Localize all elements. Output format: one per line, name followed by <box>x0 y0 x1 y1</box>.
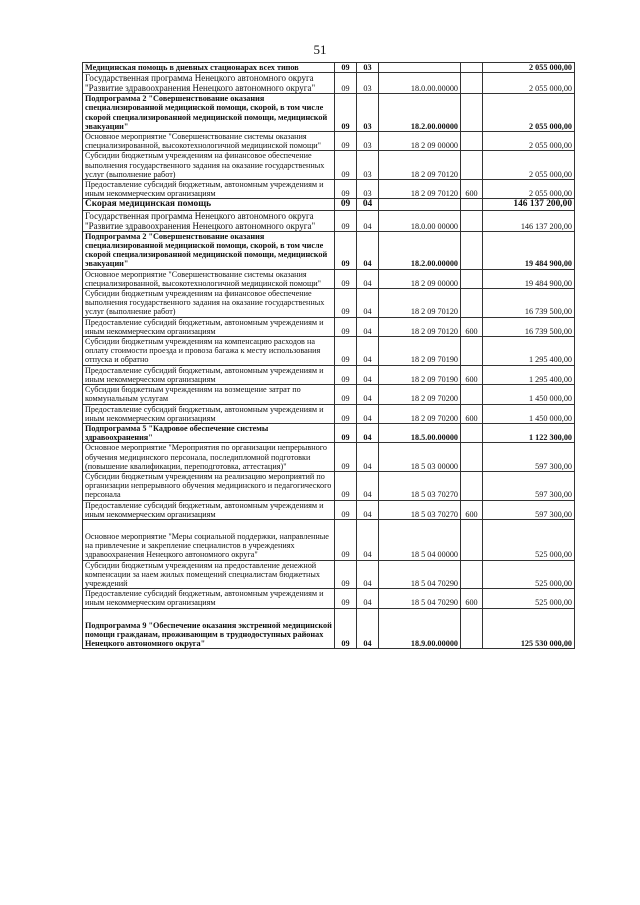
row-section-code-cell: 09 <box>335 385 357 404</box>
row-section-code-cell: 09 <box>335 231 357 269</box>
row-target-item-cell: 18 5 04 70290 <box>379 560 461 589</box>
row-name-cell: Предоставление субсидий бюджетным, автономным учреждениям и иным некоммерческим организациям <box>83 180 335 199</box>
row-amount-cell: 19 484 900,00 <box>483 269 575 288</box>
row-target-item-cell: 18 5 04 70290 <box>379 589 461 608</box>
row-amount-cell: 525 000,00 <box>483 589 575 608</box>
row-expense-type-cell: 600 <box>461 365 483 384</box>
row-section-code-cell: 09 <box>335 365 357 384</box>
table-row <box>83 423 575 442</box>
row-target-item-cell: 18 2 09 70120 <box>379 289 461 318</box>
row-name-cell: Подпрограмма 9 "Обеспечение оказания экстренной медицинской помощи гражданам, проживающим в труднодоступных районах Ненецкого автономного округа" <box>83 608 335 649</box>
row-name-cell: Подпрограмма 2 "Совершенствование оказания специализированной медицинской помощи, скорой, в том числе скорой специализированной медицинской помощи, медицинской эвакуации" <box>83 231 335 269</box>
row-expense-type-cell <box>461 471 483 500</box>
row-name-cell: Подпрограмма 2 "Совершенствование оказания специализированной медицинской помощи, скорой, в том числе скорой специализированной медицинской помощи, медицинской эвакуации" <box>83 94 335 132</box>
row-expense-type-cell: 600 <box>461 500 483 519</box>
row-section-code-cell: 09 <box>335 210 357 231</box>
row-amount-cell: 2 055 000,00 <box>483 94 575 132</box>
row-name-cell: Государственная программа Ненецкого автономного округа "Развитие здравоохранения Ненецкого автономного округа" <box>83 210 335 231</box>
row-target-item-cell: 18.0.00 00000 <box>379 210 461 231</box>
row-amount-cell: 1 295 400,00 <box>483 365 575 384</box>
table-row <box>83 63 575 73</box>
row-subsection-code-cell: 04 <box>357 443 379 472</box>
row-expense-type-cell <box>461 231 483 269</box>
row-target-item-cell: 18 2 09 00000 <box>379 132 461 151</box>
row-name-cell: Основное мероприятие "Мероприятия по организации непрерывного обучения медицинского персонала, последипломной подготовки (повышение квалификации, переподготовка, аттестация)" <box>83 443 335 472</box>
table-row <box>83 337 575 366</box>
row-amount-cell: 597 300,00 <box>483 500 575 519</box>
row-expense-type-cell <box>461 63 483 73</box>
row-target-item-cell: 18 2 09 70120 <box>379 317 461 336</box>
row-name-cell: Подпрограмма 5 "Кадровое обеспечение системы здравоохранения" <box>83 423 335 442</box>
row-target-item-cell: 18 2 09 70200 <box>379 385 461 404</box>
table-row <box>83 151 575 180</box>
row-section-code-cell: 09 <box>335 73 357 94</box>
table-row <box>83 385 575 404</box>
row-section-code-cell: 09 <box>335 443 357 472</box>
row-amount-cell: 525 000,00 <box>483 519 575 560</box>
row-section-code-cell: 09 <box>335 519 357 560</box>
table-row <box>83 608 575 649</box>
row-target-item-cell: 18 2 09 70200 <box>379 404 461 423</box>
row-subsection-code-cell: 04 <box>357 337 379 366</box>
row-section-code-cell: 09 <box>335 199 357 210</box>
row-subsection-code-cell: 04 <box>357 471 379 500</box>
row-target-item-cell: 18 5 03 70270 <box>379 471 461 500</box>
row-subsection-code-cell: 03 <box>357 63 379 73</box>
row-name-cell: Предоставление субсидий бюджетным, автономным учреждениям и иным некоммерческим организациям <box>83 500 335 519</box>
row-section-code-cell: 09 <box>335 94 357 132</box>
row-subsection-code-cell: 03 <box>357 180 379 199</box>
row-expense-type-cell <box>461 337 483 366</box>
row-name-cell: Государственная программа Ненецкого автономного округа "Развитие здравоохранения Ненецкого автономного округа" <box>83 73 335 94</box>
row-expense-type-cell <box>461 151 483 180</box>
row-expense-type-cell <box>461 199 483 210</box>
row-expense-type-cell: 600 <box>461 317 483 336</box>
row-expense-type-cell <box>461 385 483 404</box>
row-target-item-cell: 18.5.00.00000 <box>379 423 461 442</box>
row-subsection-code-cell: 03 <box>357 151 379 180</box>
row-target-item-cell: 18.2.00.00000 <box>379 94 461 132</box>
table-row <box>83 231 575 269</box>
row-amount-cell: 1 295 400,00 <box>483 337 575 366</box>
row-section-code-cell: 09 <box>335 404 357 423</box>
row-subsection-code-cell: 04 <box>357 231 379 269</box>
row-target-item-cell: 18 2 09 00000 <box>379 269 461 288</box>
row-name-cell: Предоставление субсидий бюджетным, автономным учреждениям и иным некоммерческим организациям <box>83 317 335 336</box>
table-row <box>83 210 575 231</box>
row-target-item-cell: 18 5 03 00000 <box>379 443 461 472</box>
row-amount-cell: 2 055 000,00 <box>483 180 575 199</box>
table-row <box>83 365 575 384</box>
row-section-code-cell: 09 <box>335 589 357 608</box>
budget-table <box>82 62 575 649</box>
row-amount-cell: 146 137 200,00 <box>483 210 575 231</box>
row-name-cell: Субсидии бюджетным учреждениям на финансовое обеспечение выполнения государственного задания на оказание государственных услуг (выполнение работ) <box>83 151 335 180</box>
row-subsection-code-cell: 04 <box>357 289 379 318</box>
row-amount-cell: 2 055 000,00 <box>483 73 575 94</box>
row-target-item-cell: 18.2.00.00000 <box>379 231 461 269</box>
row-subsection-code-cell: 04 <box>357 404 379 423</box>
row-amount-cell: 1 122 300,00 <box>483 423 575 442</box>
row-expense-type-cell <box>461 132 483 151</box>
row-section-code-cell: 09 <box>335 608 357 649</box>
row-target-item-cell: 18 2 09 70120 <box>379 180 461 199</box>
row-amount-cell: 125 530 000,00 <box>483 608 575 649</box>
row-subsection-code-cell: 04 <box>357 385 379 404</box>
table-row <box>83 519 575 560</box>
row-amount-cell: 16 739 500,00 <box>483 289 575 318</box>
page-number: 51 <box>313 42 327 57</box>
row-name-cell: Основное мероприятие "Совершенствование системы оказания специализированной, высокотехнологичной медицинской помощи" <box>83 269 335 288</box>
row-section-code-cell: 09 <box>335 180 357 199</box>
row-name-cell: Субсидии бюджетным учреждениям на финансовое обеспечение выполнения государственного задания на оказание государственных услуг (выполнение работ) <box>83 289 335 318</box>
row-section-code-cell: 09 <box>335 63 357 73</box>
row-section-code-cell: 09 <box>335 151 357 180</box>
table-row <box>83 180 575 199</box>
row-name-cell: Скорая медицинская помощь <box>83 199 335 210</box>
row-expense-type-cell: 600 <box>461 180 483 199</box>
row-name-cell: Субсидии бюджетным учреждениям на возмещение затрат по коммунальным услугам <box>83 385 335 404</box>
row-name-cell: Субсидии бюджетным учреждениям на реализацию мероприятий по организации непрерывного обучения медицинского и педагогического персонала <box>83 471 335 500</box>
row-target-item-cell: 18 5 03 70270 <box>379 500 461 519</box>
row-amount-cell: 2 055 000,00 <box>483 63 575 73</box>
row-subsection-code-cell: 04 <box>357 500 379 519</box>
row-expense-type-cell <box>461 519 483 560</box>
row-name-cell: Основное мероприятие "Меры социальной поддержки, направленные на привлечение и закрепление специалистов в учреждениях здравоохранения Ненецкого автономного округа" <box>83 519 335 560</box>
row-subsection-code-cell: 04 <box>357 519 379 560</box>
table-row <box>83 132 575 151</box>
row-amount-cell: 16 739 500,00 <box>483 317 575 336</box>
row-section-code-cell: 09 <box>335 500 357 519</box>
row-target-item-cell: 18 2 09 70190 <box>379 365 461 384</box>
row-amount-cell: 1 450 000,00 <box>483 385 575 404</box>
row-expense-type-cell <box>461 73 483 94</box>
table-row <box>83 289 575 318</box>
row-section-code-cell: 09 <box>335 471 357 500</box>
table-row <box>83 317 575 336</box>
row-subsection-code-cell: 04 <box>357 365 379 384</box>
row-expense-type-cell <box>461 443 483 472</box>
row-target-item-cell: 18 2 09 70190 <box>379 337 461 366</box>
row-expense-type-cell <box>461 269 483 288</box>
row-subsection-code-cell: 04 <box>357 560 379 589</box>
row-name-cell: Медицинская помощь в дневных стационарах всех типов <box>83 63 335 73</box>
row-target-item-cell: 18.9.00.00000 <box>379 608 461 649</box>
row-subsection-code-cell: 03 <box>357 132 379 151</box>
table-row <box>83 94 575 132</box>
table-row <box>83 404 575 423</box>
row-target-item-cell <box>379 63 461 73</box>
table-row <box>83 443 575 472</box>
row-name-cell: Предоставление субсидий бюджетным, автономным учреждениям и иным некоммерческим организациям <box>83 404 335 423</box>
row-section-code-cell: 09 <box>335 560 357 589</box>
row-expense-type-cell <box>461 94 483 132</box>
table-row <box>83 73 575 94</box>
row-subsection-code-cell: 03 <box>357 73 379 94</box>
row-section-code-cell: 09 <box>335 289 357 318</box>
row-expense-type-cell <box>461 210 483 231</box>
row-amount-cell: 525 000,00 <box>483 560 575 589</box>
row-target-item-cell: 18.0.00.00000 <box>379 73 461 94</box>
row-expense-type-cell <box>461 423 483 442</box>
row-subsection-code-cell: 04 <box>357 589 379 608</box>
table-row <box>83 199 575 210</box>
budget-table-body <box>83 63 575 649</box>
row-section-code-cell: 09 <box>335 317 357 336</box>
row-amount-cell: 597 300,00 <box>483 443 575 472</box>
row-section-code-cell: 09 <box>335 269 357 288</box>
row-name-cell: Субсидии бюджетным учреждениям на компенсацию расходов на оплату стоимости проезда и провоза багажа к месту использования отпуска и обратно <box>83 337 335 366</box>
row-subsection-code-cell: 04 <box>357 269 379 288</box>
table-row <box>83 500 575 519</box>
row-subsection-code-cell: 04 <box>357 199 379 210</box>
row-section-code-cell: 09 <box>335 423 357 442</box>
row-target-item-cell: 18 5 04 00000 <box>379 519 461 560</box>
row-subsection-code-cell: 04 <box>357 608 379 649</box>
row-name-cell: Основное мероприятие "Совершенствование системы оказания специализированной, высокотехнологичной медицинской помощи" <box>83 132 335 151</box>
table-row <box>83 471 575 500</box>
row-target-item-cell <box>379 199 461 210</box>
row-name-cell: Предоставление субсидий бюджетным, автономным учреждениям и иным некоммерческим организациям <box>83 365 335 384</box>
table-row <box>83 589 575 608</box>
row-section-code-cell: 09 <box>335 337 357 366</box>
table-row <box>83 560 575 589</box>
row-expense-type-cell: 600 <box>461 589 483 608</box>
row-subsection-code-cell: 04 <box>357 317 379 336</box>
row-subsection-code-cell: 03 <box>357 94 379 132</box>
row-section-code-cell: 09 <box>335 132 357 151</box>
row-expense-type-cell: 600 <box>461 404 483 423</box>
row-subsection-code-cell: 04 <box>357 423 379 442</box>
row-amount-cell: 19 484 900,00 <box>483 231 575 269</box>
row-expense-type-cell <box>461 560 483 589</box>
table-row <box>83 269 575 288</box>
row-name-cell: Предоставление субсидий бюджетным, автономным учреждениям и иным некоммерческим организациям <box>83 589 335 608</box>
row-expense-type-cell <box>461 608 483 649</box>
row-amount-cell: 1 450 000,00 <box>483 404 575 423</box>
row-amount-cell: 2 055 000,00 <box>483 132 575 151</box>
row-name-cell: Субсидии бюджетным учреждениям на предоставление денежной компенсации за наем жилых помещений специалистам бюджетных учреждений <box>83 560 335 589</box>
row-amount-cell: 597 300,00 <box>483 471 575 500</box>
row-expense-type-cell <box>461 289 483 318</box>
row-target-item-cell: 18 2 09 70120 <box>379 151 461 180</box>
row-amount-cell: 2 055 000,00 <box>483 151 575 180</box>
row-subsection-code-cell: 04 <box>357 210 379 231</box>
row-amount-cell: 146 137 200,00 <box>483 199 575 210</box>
